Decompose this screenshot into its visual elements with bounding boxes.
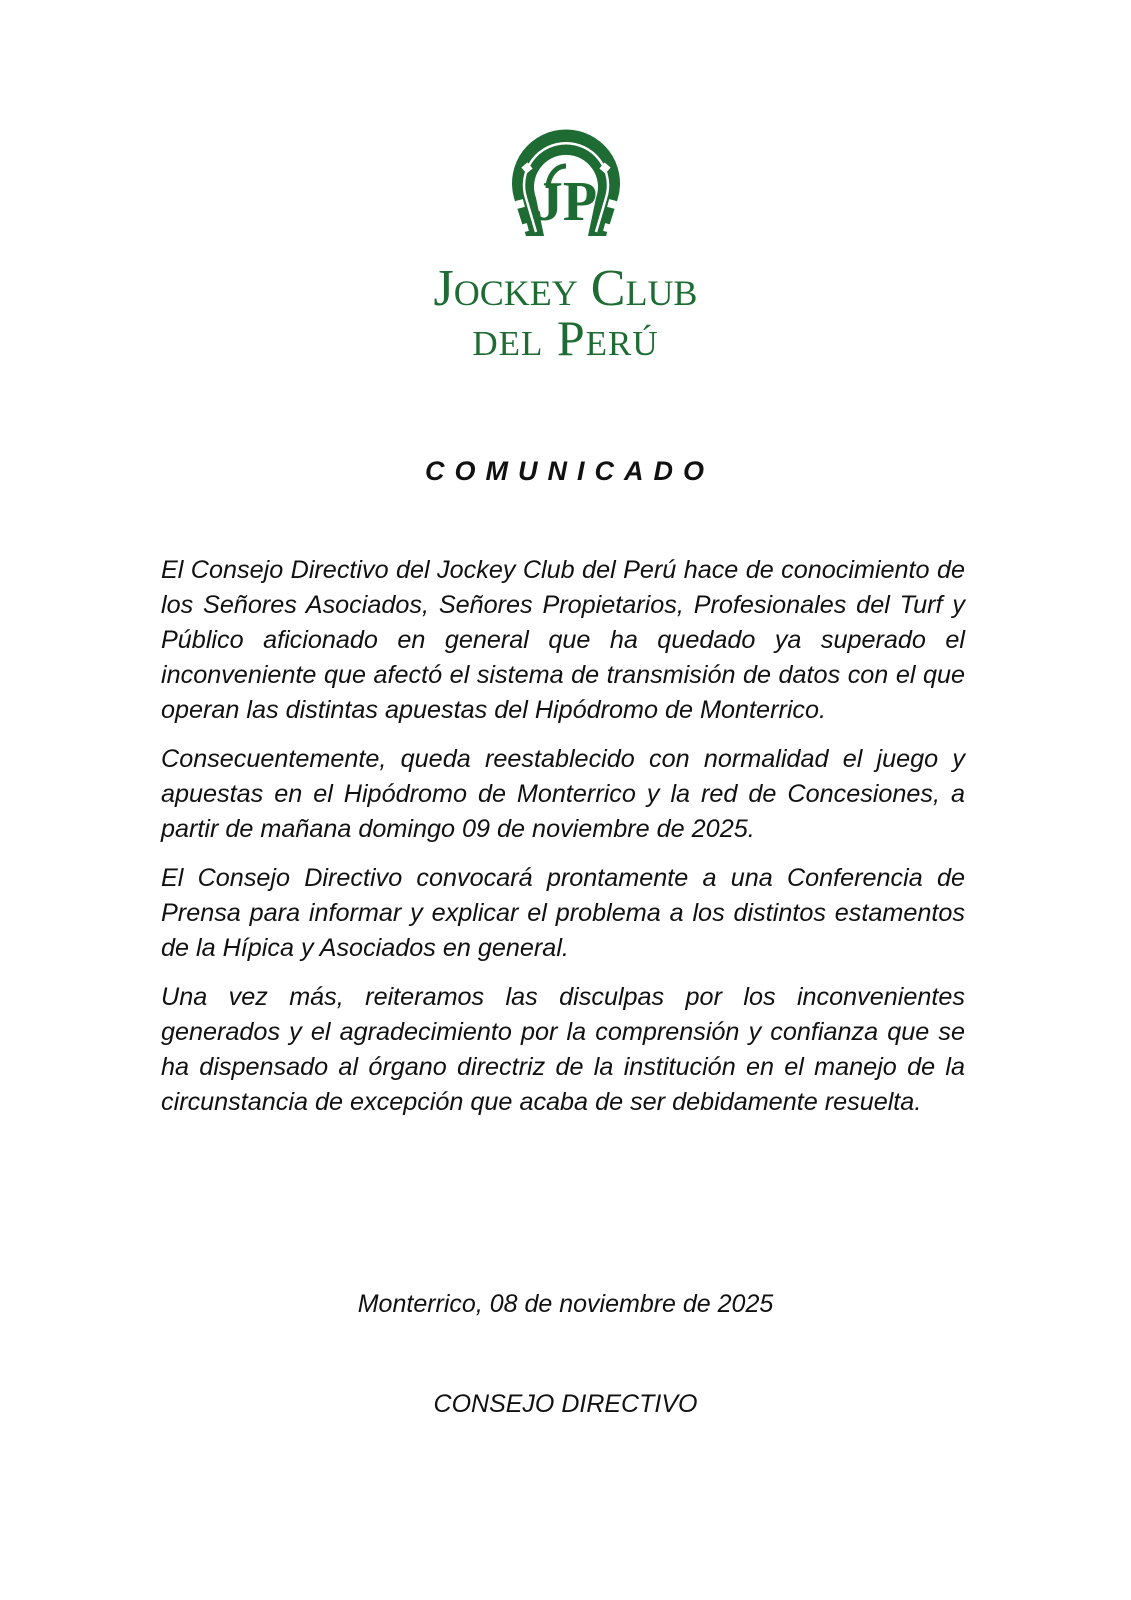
place-date: Monterrico, 08 de noviembre de 2025 — [357, 1290, 774, 1318]
paragraph: El Consejo Directivo del Jockey Club del Perú hace de conocimiento de los Señores Asociados, Señores Propietarios, Profesionales del Turf y Público aficionado en general que ha quedado ya superado el inconveniente que afectó el sistema de transmisión de datos con el que operan las distintas apuestas del Hipódromo de Monterrico. — [161, 556, 965, 724]
paragraph: Una vez más, reiteramos las disculpas por los inconvenientes generados y el agradecimiento por la comprensión y confianza que se ha dispensado al órgano directriz de la institución en el manejo de la circunstancia de excepción que acaba de ser debidamente resuelta. — [161, 983, 965, 1116]
logo-subtitle: del Perú — [472, 310, 659, 366]
horseshoe-monogram-icon — [506, 128, 626, 240]
document-title: COMUNICADO — [425, 456, 714, 486]
paragraph: Consecuentemente, queda reestablecido con normalidad el juego y apuestas en el Hipódromo de Monterrico y la red de Concesiones, a partir de mañana domingo 09 de noviembre de 2025. — [161, 745, 965, 843]
paragraph: El Consejo Directivo convocará prontamente a una Conferencia de Prensa para informar y explicar el problema a los distintos estamentos de la Hípica y Asociados en general. — [161, 864, 965, 962]
document-body — [161, 553, 965, 1134]
logo-title: Jockey Club — [433, 260, 698, 317]
signature: CONSEJO DIRECTIVO — [433, 1390, 698, 1418]
svg-text:JP: JP — [534, 171, 597, 233]
logo — [0, 128, 1131, 366]
